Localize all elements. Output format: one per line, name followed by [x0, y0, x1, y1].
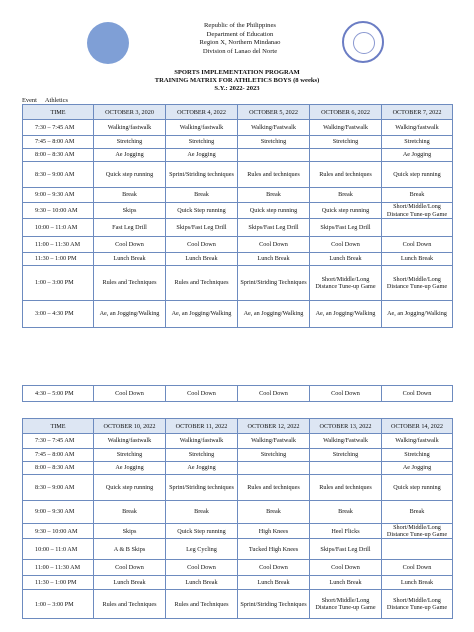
activity-cell: Cool Down	[166, 237, 238, 253]
time-cell: 3:00 – 4:30 PM	[23, 301, 94, 328]
activity-cell: Skips	[94, 203, 166, 219]
activity-cell: Cool Down	[382, 386, 453, 402]
activity-cell: Walking/fastwalk	[94, 120, 166, 136]
time-cell: 11:30 – 1:00 PM	[23, 253, 94, 266]
table-row	[23, 253, 453, 266]
activity-cell: Break	[382, 188, 453, 203]
activity-cell: Quick step running	[238, 203, 310, 219]
activity-cell: Lunch Break	[382, 253, 453, 266]
activity-cell: Short/Middle/Long Distance Tune-up Game	[382, 524, 453, 539]
activity-cell: Ae Jogging	[166, 149, 238, 162]
activity-cell: Stretching	[94, 449, 166, 462]
activity-cell: Ae Jogging	[94, 149, 166, 162]
activity-cell: Stretching	[382, 136, 453, 149]
column-header: OCTOBER 5, 2022	[238, 105, 310, 120]
activity-cell: Sprint/Striding techniques	[166, 162, 238, 188]
activity-cell: Fast Leg Drill	[94, 219, 166, 237]
activity-cell: Cool Down	[166, 386, 238, 402]
column-header: OCTOBER 12, 2022	[238, 419, 310, 434]
activity-cell: Ae Jogging	[382, 149, 453, 162]
activity-cell: Rules and techniques	[310, 475, 382, 501]
table-row	[23, 434, 453, 449]
table-row	[23, 162, 453, 188]
table-row	[23, 576, 453, 590]
activity-cell: Cool Down	[238, 560, 310, 576]
table-row	[23, 462, 453, 475]
column-header: OCTOBER 14, 2022	[382, 419, 453, 434]
table-row	[23, 560, 453, 576]
activity-cell: Rules and Techniques	[94, 266, 166, 301]
deped-seal	[342, 21, 384, 63]
column-header: OCTOBER 3, 2020	[94, 105, 166, 120]
activity-cell: Sprint/Striding Techniques	[238, 590, 310, 619]
time-cell: 7:45 – 8:00 AM	[23, 449, 94, 462]
activity-cell	[382, 219, 453, 237]
activity-cell	[238, 149, 310, 162]
activity-cell: Quick Step running	[166, 524, 238, 539]
table-row	[23, 501, 453, 524]
activity-cell: Walking/Fastwalk	[310, 120, 382, 136]
time-cell: 11:30 – 1:00 PM	[23, 576, 94, 590]
activity-cell: Heel Flicks	[310, 524, 382, 539]
column-header: TIME	[23, 105, 94, 120]
activity-cell: Sprint/Striding Techniques	[238, 266, 310, 301]
document-title	[100, 69, 374, 94]
activity-cell: Quick step running	[382, 475, 453, 501]
activity-cell: Lunch Break	[166, 576, 238, 590]
letterhead-line: Republic of the Philippines	[204, 22, 276, 29]
activity-cell: Lunch Break	[310, 253, 382, 266]
activity-cell	[310, 149, 382, 162]
activity-cell: Leg Cycling	[166, 539, 238, 560]
time-cell: 10:00 – 11:0 AM	[23, 539, 94, 560]
schedule-table-week-1	[22, 104, 453, 328]
activity-cell: Tucked High Knees	[238, 539, 310, 560]
activity-cell: Quick Step running	[166, 203, 238, 219]
activity-cell: Cool Down	[310, 386, 382, 402]
activity-cell: Skips/Fast Leg Drill	[238, 219, 310, 237]
activity-cell: Break	[94, 501, 166, 524]
column-header: OCTOBER 10, 2022	[94, 419, 166, 434]
activity-cell: Cool Down	[382, 560, 453, 576]
time-cell: 1:00 – 3:00 PM	[23, 590, 94, 619]
activity-cell: Stretching	[310, 136, 382, 149]
activity-cell: Ae, an Jogging/Walking	[382, 301, 453, 328]
time-cell: 9:30 – 10:00 AM	[23, 203, 94, 219]
activity-cell: Skips/Fast Leg Drill	[310, 219, 382, 237]
column-header: TIME	[23, 419, 94, 434]
activity-cell: Lunch Break	[238, 576, 310, 590]
activity-cell: Quick step running	[94, 475, 166, 501]
table-row	[23, 203, 453, 219]
activity-cell: Ae Jogging	[94, 462, 166, 475]
table-row	[23, 475, 453, 501]
activity-cell: Break	[238, 501, 310, 524]
table-header-row	[23, 419, 453, 434]
activity-cell: Quick step running	[94, 162, 166, 188]
activity-cell: Cool Down	[238, 386, 310, 402]
time-cell: 11:00 – 11:30 AM	[23, 237, 94, 253]
activity-cell: Walking/Fastwalk	[238, 434, 310, 449]
activity-cell: Stretching	[166, 449, 238, 462]
activity-cell: Rules and Techniques	[166, 266, 238, 301]
title-line: TRAINING MATRIX FOR ATHLETICS BOYS (8 weeks)	[154, 77, 320, 85]
activity-cell: Walking/fastwalk	[166, 120, 238, 136]
activity-cell: Quick step running	[310, 203, 382, 219]
activity-cell: Rules and techniques	[238, 162, 310, 188]
activity-cell: Skips/Fast Leg Drill	[166, 219, 238, 237]
activity-cell: Ae, an Jogging/Walking	[238, 301, 310, 328]
activity-cell: Break	[310, 188, 382, 203]
time-cell: 7:30 – 7:45 AM	[23, 434, 94, 449]
table-row	[23, 449, 453, 462]
event-label: Event	[22, 97, 37, 104]
event-row	[22, 97, 68, 104]
event-value: Athletics	[44, 97, 68, 104]
activity-cell: Walking/Fastwalk	[238, 120, 310, 136]
activity-cell: Lunch Break	[166, 253, 238, 266]
activity-cell: Ae, an Jogging/Walking	[94, 301, 166, 328]
time-cell: 7:45 – 8:00 AM	[23, 136, 94, 149]
table-header-row	[23, 105, 453, 120]
time-cell: 8:30 – 9:00 AM	[23, 475, 94, 501]
activity-cell: Stretching	[310, 449, 382, 462]
activity-cell: Ae, an Jogging/Walking	[166, 301, 238, 328]
activity-cell	[310, 462, 382, 475]
activity-cell: Rules and Techniques	[166, 590, 238, 619]
school-logo	[87, 22, 129, 64]
time-cell: 9:30 – 10:00 AM	[23, 524, 94, 539]
time-cell: 9:00 – 9:30 AM	[23, 188, 94, 203]
table-row	[23, 539, 453, 560]
activity-cell: Skips	[94, 524, 166, 539]
letterhead	[160, 22, 320, 56]
time-cell: 1:00 – 3:00 PM	[23, 266, 94, 301]
activity-cell: Ae Jogging	[166, 462, 238, 475]
table-row	[23, 219, 453, 237]
activity-cell	[238, 462, 310, 475]
activity-cell: Lunch Break	[94, 253, 166, 266]
activity-cell: Short/Middle/Long Distance Tune-up Game	[382, 203, 453, 219]
letterhead-line: Region X, Northern Mindanao	[199, 39, 281, 47]
activity-cell: Sprint/Striding techniques	[166, 475, 238, 501]
time-cell: 8:30 – 9:00 AM	[23, 162, 94, 188]
column-header: OCTOBER 11, 2022	[166, 419, 238, 434]
time-cell: 11:00 – 11:30 AM	[23, 560, 94, 576]
activity-cell: Break	[166, 188, 238, 203]
time-cell: 10:00 – 11:0 AM	[23, 219, 94, 237]
schedule-table-week-2	[22, 418, 453, 619]
time-cell: 8:00 – 8:30 AM	[23, 149, 94, 162]
table-row	[23, 237, 453, 253]
table-row	[23, 188, 453, 203]
column-header: OCTOBER 7, 2022	[382, 105, 453, 120]
activity-cell: Cool Down	[94, 386, 166, 402]
activity-cell: Cool Down	[310, 560, 382, 576]
activity-cell: Rules and Techniques	[94, 590, 166, 619]
activity-cell: Stretching	[382, 449, 453, 462]
activity-cell: Lunch Break	[94, 576, 166, 590]
activity-cell: Skips/Fast Leg Drill	[310, 539, 382, 560]
activity-cell: A & B Skips	[94, 539, 166, 560]
activity-cell: Short/Middle/Long Distance Tune-up Game	[382, 266, 453, 301]
activity-cell: Break	[310, 501, 382, 524]
activity-cell: Short/Middle/Long Distance Tune-up Game	[382, 590, 453, 619]
table-row	[23, 301, 453, 328]
activity-cell: Cool Down	[382, 237, 453, 253]
activity-cell: Walking/Fastwalk	[310, 434, 382, 449]
time-cell: 8:00 – 8:30 AM	[23, 462, 94, 475]
activity-cell: Walking/fastwalk	[94, 434, 166, 449]
table-row	[23, 120, 453, 136]
time-cell: 9:00 – 9:30 AM	[23, 501, 94, 524]
activity-cell: Cool Down	[310, 237, 382, 253]
activity-cell: Cool Down	[166, 560, 238, 576]
column-header: OCTOBER 13, 2022	[310, 419, 382, 434]
table-row	[23, 136, 453, 149]
table-row	[23, 149, 453, 162]
activity-cell: Break	[94, 188, 166, 203]
column-header: OCTOBER 4, 2022	[166, 105, 238, 120]
letterhead-line: Division of Lanao del Norte	[202, 47, 278, 55]
time-cell: 7:30 – 7:45 AM	[23, 120, 94, 136]
activity-cell: Quick step running	[382, 162, 453, 188]
activity-cell: Short/Middle/Long Distance Tune-up Game	[310, 590, 382, 619]
activity-cell: Walking/fastwalk	[166, 434, 238, 449]
activity-cell: Stretching	[238, 136, 310, 149]
activity-cell: High Knees	[238, 524, 310, 539]
activity-cell: Short/Middle/Long Distance Tune-up Game	[310, 266, 382, 301]
activity-cell: Cool Down	[238, 237, 310, 253]
activity-cell	[382, 539, 453, 560]
column-header: OCTOBER 6, 2022	[310, 105, 382, 120]
activity-cell: Lunch Break	[382, 576, 453, 590]
activity-cell: Cool Down	[94, 237, 166, 253]
activity-cell: Cool Down	[94, 560, 166, 576]
activity-cell: Rules and techniques	[310, 162, 382, 188]
title-line: SPORTS IMPLEMENTATION PROGRAM	[174, 69, 300, 76]
activity-cell: Rules and techniques	[238, 475, 310, 501]
activity-cell: Ae, an Jogging/Walking	[310, 301, 382, 328]
activity-cell: Stretching	[238, 449, 310, 462]
table-row	[23, 524, 453, 539]
activity-cell: Stretching	[94, 136, 166, 149]
activity-cell: Lunch Break	[310, 576, 382, 590]
schedule-table-continuation	[22, 385, 453, 402]
activity-cell: Break	[382, 501, 453, 524]
activity-cell: Lunch Break	[238, 253, 310, 266]
title-line: S.Y.: 2022- 2023	[214, 85, 260, 93]
letterhead-line: Department of Education	[206, 30, 274, 38]
activity-cell: Stretching	[166, 136, 238, 149]
table-row	[23, 386, 453, 402]
table-row	[23, 590, 453, 619]
activity-cell: Walking/fastwalk	[382, 434, 453, 449]
activity-cell: Ae Jogging	[382, 462, 453, 475]
table-row	[23, 266, 453, 301]
activity-cell: Break	[166, 501, 238, 524]
activity-cell: Walking/fastwalk	[382, 120, 453, 136]
activity-cell: Break	[238, 188, 310, 203]
time-cell: 4:30 – 5:00 PM	[23, 386, 94, 402]
